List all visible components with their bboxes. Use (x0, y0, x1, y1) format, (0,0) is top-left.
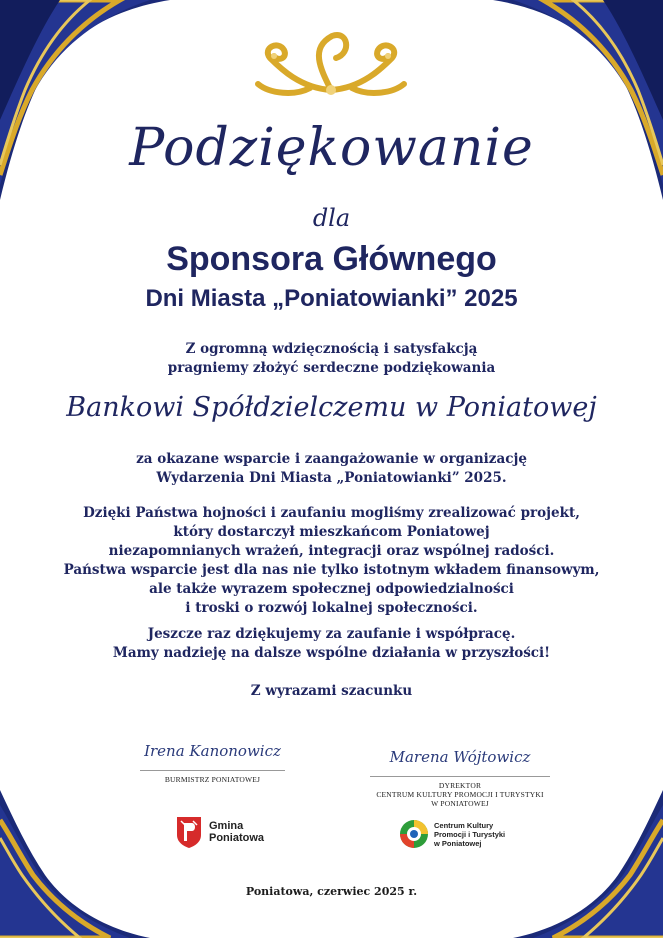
title-dla: dla (312, 204, 351, 232)
main-heading: Sponsora Głównego (166, 240, 497, 278)
body-line: niezapomnianych wrażeń, integracji oraz wspólnej radości. (108, 543, 555, 559)
ck-logo-line: Promocji i Turystyki (434, 829, 506, 839)
signature-director (370, 748, 550, 808)
thanks-line: Mamy nadzieję na dalsze wspólne działania w przyszłości! (112, 645, 551, 661)
support-line: za okazane wsparcie i zaangażowanie w organizację (136, 451, 527, 467)
drape-bottom-left (0, 790, 150, 938)
support-line: Wydarzenia Dni Miasta „Poniatowianki” 2025. (156, 470, 507, 486)
sub-heading: Dni Miasta „Poniatowianki” 2025 (145, 285, 518, 312)
body-paragraph (0, 504, 663, 618)
signature-scrawl: Marena Wójtowicz (389, 748, 531, 766)
body-line: i troski o rozwój lokalnej społeczności. (185, 600, 478, 616)
intro-paragraph (0, 340, 663, 378)
signature-line (370, 776, 550, 777)
gmina-logo-line: Gmina (209, 820, 244, 832)
body-line: który dostarczył mieszkańcom Poniatowej (173, 524, 490, 540)
drape-bottom-right (513, 790, 663, 938)
ck-logo-line: w Poniatowej (434, 838, 482, 848)
intro-line: Z ogromną wdzięcznością i satysfakcją (185, 341, 478, 357)
place-date: Poniatowa, czerwiec 2025 r. (245, 885, 418, 898)
gmina-logo (175, 815, 264, 849)
body-line: Państwa wsparcie jest dla nas nie tylko istotnym wkładem finansowym, (63, 562, 600, 578)
ck-logo (398, 818, 505, 850)
signature-role: W PONIATOWEJ (431, 799, 489, 808)
thanks-line: Jeszcze raz dziękujemy za zaufanie i współpracę. (147, 626, 516, 642)
signature-mayor (140, 742, 285, 784)
body-line: Dzięki Państwa hojności i zaufaniu mogliśmy zrealizować projekt, (83, 505, 580, 521)
signature-role: BURMISTRZ PONIATOWEJ (164, 775, 261, 784)
support-paragraph (0, 450, 663, 488)
signature-line (140, 770, 285, 771)
thanks-paragraph (0, 625, 663, 663)
ck-circle-icon (398, 818, 430, 850)
closing-salutation: Z wyrazami szacunku (250, 683, 413, 699)
signature-role: DYREKTOR (438, 781, 482, 790)
certificate-title: Podziękowanie (129, 118, 534, 178)
gmina-crest-icon (175, 815, 203, 849)
signature-scrawl: Irena Kanonowicz (144, 742, 281, 760)
gmina-logo-line: Poniatowa (209, 832, 265, 844)
body-line: ale także wyrazem społecznej odpowiedzialności (149, 581, 514, 597)
intro-line: pragniemy złożyć serdeczne podziękowania (167, 360, 496, 376)
recipient-name: Bankowi Spółdzielczemu w Poniatowej (66, 392, 597, 423)
gold-ornament (240, 28, 423, 98)
ck-logo-line: Centrum Kultury (434, 820, 494, 830)
signature-role: CENTRUM KULTURY PROMOCJI I TURYSTYKI (376, 790, 544, 799)
